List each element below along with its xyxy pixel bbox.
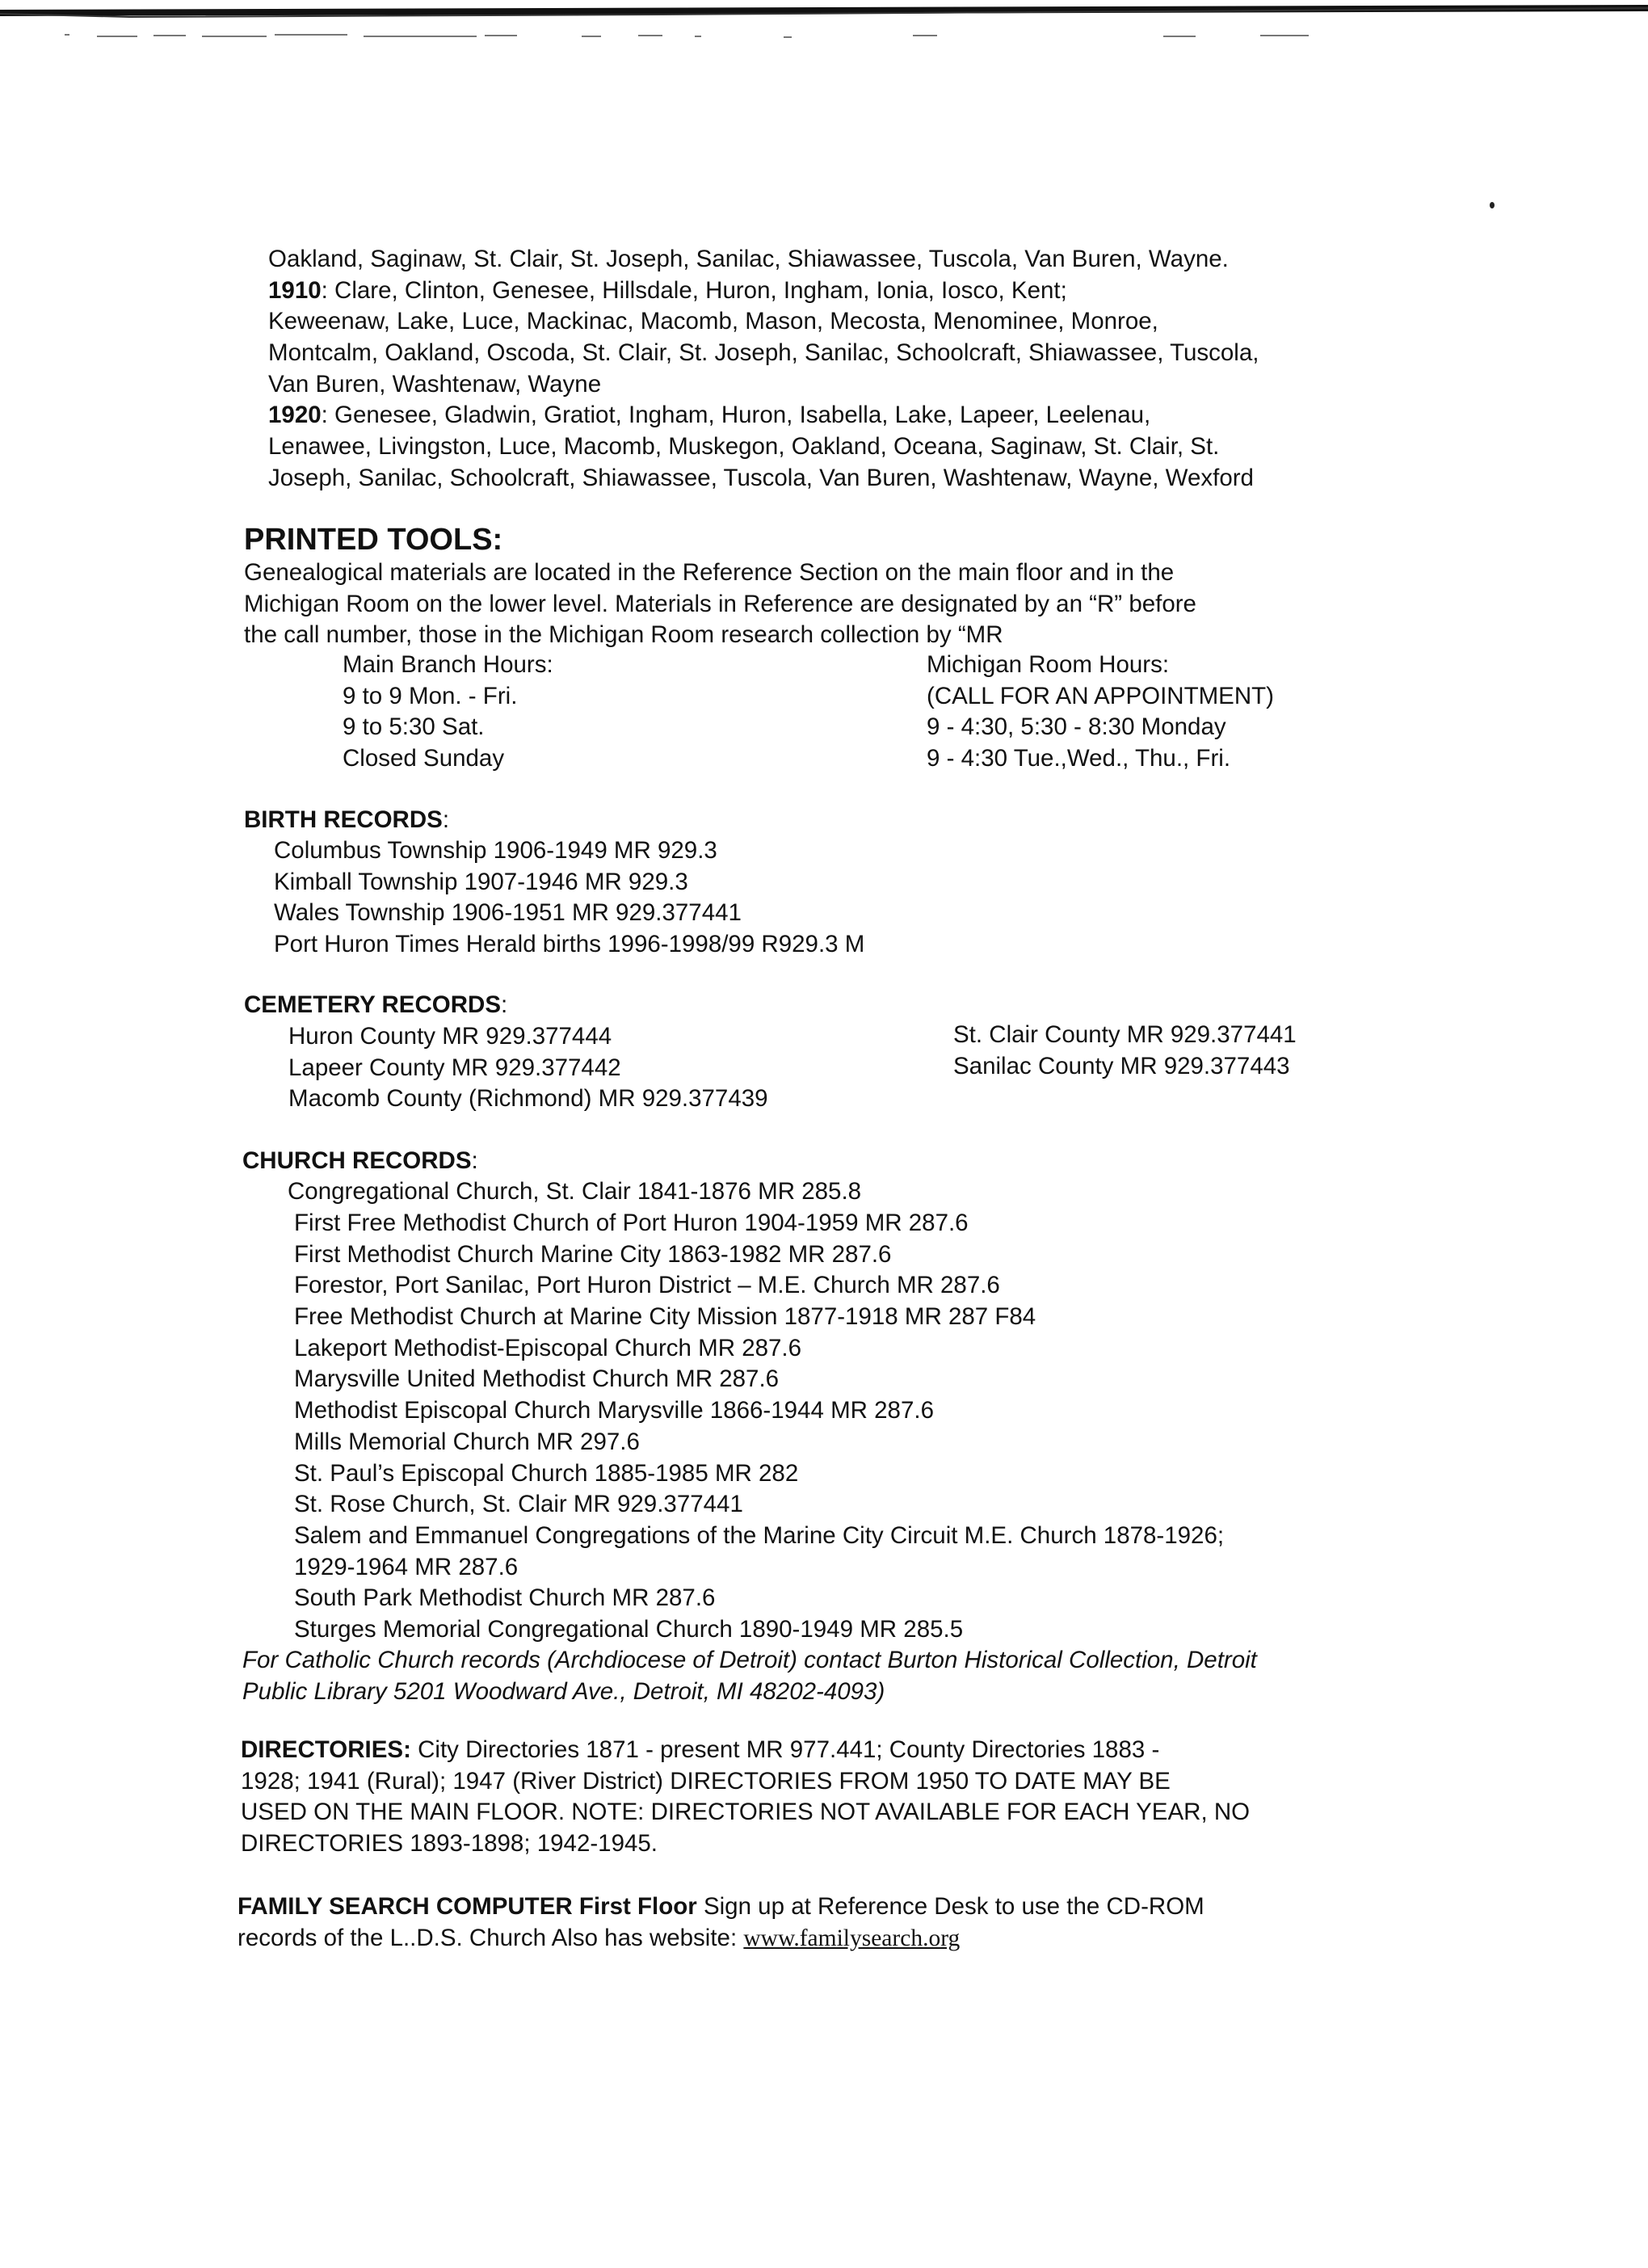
cemetery-records-heading (244, 990, 507, 1021)
county-list-text: : Genesee, Gladwin, Gratiot, Ingham, Huron, Isabella, Lake, Lapeer, Leelenau, (321, 402, 1151, 429)
year-label: 1920 (268, 402, 322, 429)
county-list-line: Oakland, Saginaw, St. Clair, St. Joseph, Sanilac, Shiawassee, Tuscola, Van Buren, Wayne. (268, 246, 1229, 272)
list-item: Sturges Memorial Congregational Church 1890-1949 MR 285.5 (294, 1615, 964, 1643)
hours-line: 9 to 5:30 Sat. (343, 713, 485, 741)
list-item: First Methodist Church Marine City 1863-1982 MR 287.6 (294, 1240, 892, 1268)
printed-tools-description (244, 558, 1196, 651)
county-list-1910 (268, 276, 1259, 307)
county-list-text: : Clare, Clinton, Genesee, Hillsdale, Huron, Ingham, Ionia, Iosco, Kent; (321, 276, 1067, 304)
church-records-list (294, 1208, 1224, 1646)
hours-line: (CALL FOR AN APPOINTMENT) (927, 682, 1274, 709)
cemetery-records-right (953, 1020, 1297, 1082)
list-item: Port Huron Times Herald births 1996-1998/99 R929.3 M (274, 931, 865, 958)
list-item: St. Rose Church, St. Clair MR 929.377441 (294, 1491, 743, 1518)
familysearch-link[interactable]: www.familysearch.org (743, 1925, 961, 1951)
county-list-line: Montcalm, Oakland, Oscoda, St. Clair, St. Joseph, Sanilac, Schoolcraft, Shiawassee, Tuscola, (268, 339, 1259, 367)
family-search-label: FAMILY SEARCH COMPUTER First Floor (238, 1893, 697, 1920)
birth-records-list (274, 835, 864, 961)
description-line: Michigan Room on the lower level. Materials in Reference are designated by an “R” before (244, 590, 1196, 617)
church-records-first (288, 1176, 861, 1208)
heading-colon: : (442, 806, 450, 833)
main-branch-hours (343, 650, 553, 775)
county-list-line: Van Buren, Washtenaw, Wayne (268, 370, 602, 398)
church-records-heading (242, 1146, 478, 1177)
list-item: Columbus Township 1906-1949 MR 929.3 (274, 837, 717, 864)
family-search-text: records of the L..D.S. Church Also has website: (238, 1924, 744, 1951)
family-search-line (238, 1923, 1204, 1955)
hours-line: Main Branch Hours: (343, 651, 553, 678)
birth-records-heading (244, 805, 449, 836)
list-item: Wales Township 1906-1951 MR 929.377441 (274, 899, 742, 927)
note-line: For Catholic Church records (Archdiocese of Detroit) contact Burton Historical Collection, Detroit (242, 1647, 1257, 1673)
county-list-1920 (268, 400, 1259, 431)
section-heading: CHURCH RECORDS (242, 1147, 472, 1174)
hours-line: Michigan Room Hours: (927, 651, 1170, 678)
county-list-line: Joseph, Sanilac, Schoolcraft, Shiawassee, Tuscola, Van Buren, Washtenaw, Wayne, Wexford (268, 464, 1254, 491)
list-item: Sanilac County MR 929.377443 (953, 1052, 1290, 1079)
list-item: Free Methodist Church at Marine City Mission 1877-1918 MR 287 F84 (294, 1303, 1036, 1331)
list-item: Congregational Church, St. Clair 1841-1876 MR 285.8 (288, 1178, 862, 1205)
hours-line: Closed Sunday (343, 745, 505, 772)
list-item: St. Paul’s Episcopal Church 1885-1985 MR 282 (294, 1459, 799, 1487)
list-item: Lapeer County MR 929.377442 (288, 1054, 621, 1081)
list-item: St. Clair County MR 929.377441 (953, 1021, 1297, 1048)
family-search-text: Sign up at Reference Desk to use the CD-ROM (696, 1893, 1204, 1920)
directories-label: DIRECTORIES: (241, 1736, 411, 1763)
family-search-section (238, 1891, 1204, 1954)
list-item: Macomb County (Richmond) MR 929.377439 (288, 1085, 768, 1113)
cemetery-records-left (288, 1021, 768, 1115)
heading-colon: : (501, 991, 508, 1018)
description-line: the call number, those in the Michigan Room research collection by “MR (244, 621, 1003, 649)
list-item: Forestor, Port Sanilac, Port Huron District – M.E. Church MR 287.6 (294, 1272, 1000, 1299)
hours-line: 9 - 4:30 Tue.,Wed., Thu., Fri. (927, 745, 1231, 772)
hours-line: 9 to 9 Mon. - Fri. (343, 682, 518, 709)
county-list-line: Lenawee, Livingston, Luce, Macomb, Muskegon, Oakland, Oceana, Saginaw, St. Clair, St. (268, 433, 1220, 461)
directories-line: 1928; 1941 (Rural); 1947 (River District) DIRECTORIES FROM 1950 TO DATE MAY BE (241, 1767, 1171, 1795)
census-county-lists (268, 244, 1259, 494)
description-line: Genealogical materials are located in the Reference Section on the main floor and in the (244, 559, 1175, 586)
list-item: Marysville United Methodist Church MR 287.6 (294, 1365, 780, 1393)
hours-line: 9 - 4:30, 5:30 - 8:30 Monday (927, 713, 1226, 741)
list-item: Salem and Emmanuel Congregations of the Marine City Circuit M.E. Church 1878-1926; (294, 1521, 1225, 1549)
directories-text: City Directories 1871 - present MR 977.441; County Directories 1883 - (410, 1736, 1160, 1763)
list-item: 1929-1964 MR 287.6 (294, 1553, 519, 1580)
list-item: South Park Methodist Church MR 287.6 (294, 1584, 716, 1612)
michigan-room-hours (927, 650, 1274, 775)
county-list-line: Keweenaw, Lake, Luce, Mackinac, Macomb, Mason, Mecosta, Menominee, Monroe, (268, 308, 1158, 335)
list-item: Huron County MR 929.377444 (288, 1023, 612, 1050)
section-heading: CEMETERY RECORDS (244, 991, 501, 1018)
directories-section (241, 1735, 1250, 1860)
section-heading: BIRTH RECORDS (244, 806, 443, 833)
list-item: Methodist Episcopal Church Marysville 1866-1944 MR 287.6 (294, 1397, 934, 1424)
heading-colon: : (471, 1147, 478, 1174)
note-line: Public Library 5201 Woodward Ave., Detroit, MI 48202-4093) (242, 1677, 885, 1705)
list-item: Mills Memorial Church MR 297.6 (294, 1428, 640, 1455)
year-label: 1910 (268, 276, 322, 304)
printed-tools-heading: PRINTED TOOLS: (244, 523, 503, 557)
directories-line: USED ON THE MAIN FLOOR. NOTE: DIRECTORIES NOT AVAILABLE FOR EACH YEAR, NO (241, 1799, 1251, 1826)
list-item: Kimball Township 1907-1946 MR 929.3 (274, 868, 688, 895)
family-search-line (238, 1891, 1204, 1923)
directories-line: DIRECTORIES 1893-1898; 1942-1945. (241, 1830, 658, 1858)
list-item: Lakeport Methodist-Episcopal Church MR 287.6 (294, 1334, 802, 1361)
list-item: First Free Methodist Church of Port Huron 1904-1959 MR 287.6 (294, 1210, 969, 1236)
catholic-records-note (242, 1645, 1257, 1707)
directories-line (241, 1735, 1250, 1766)
